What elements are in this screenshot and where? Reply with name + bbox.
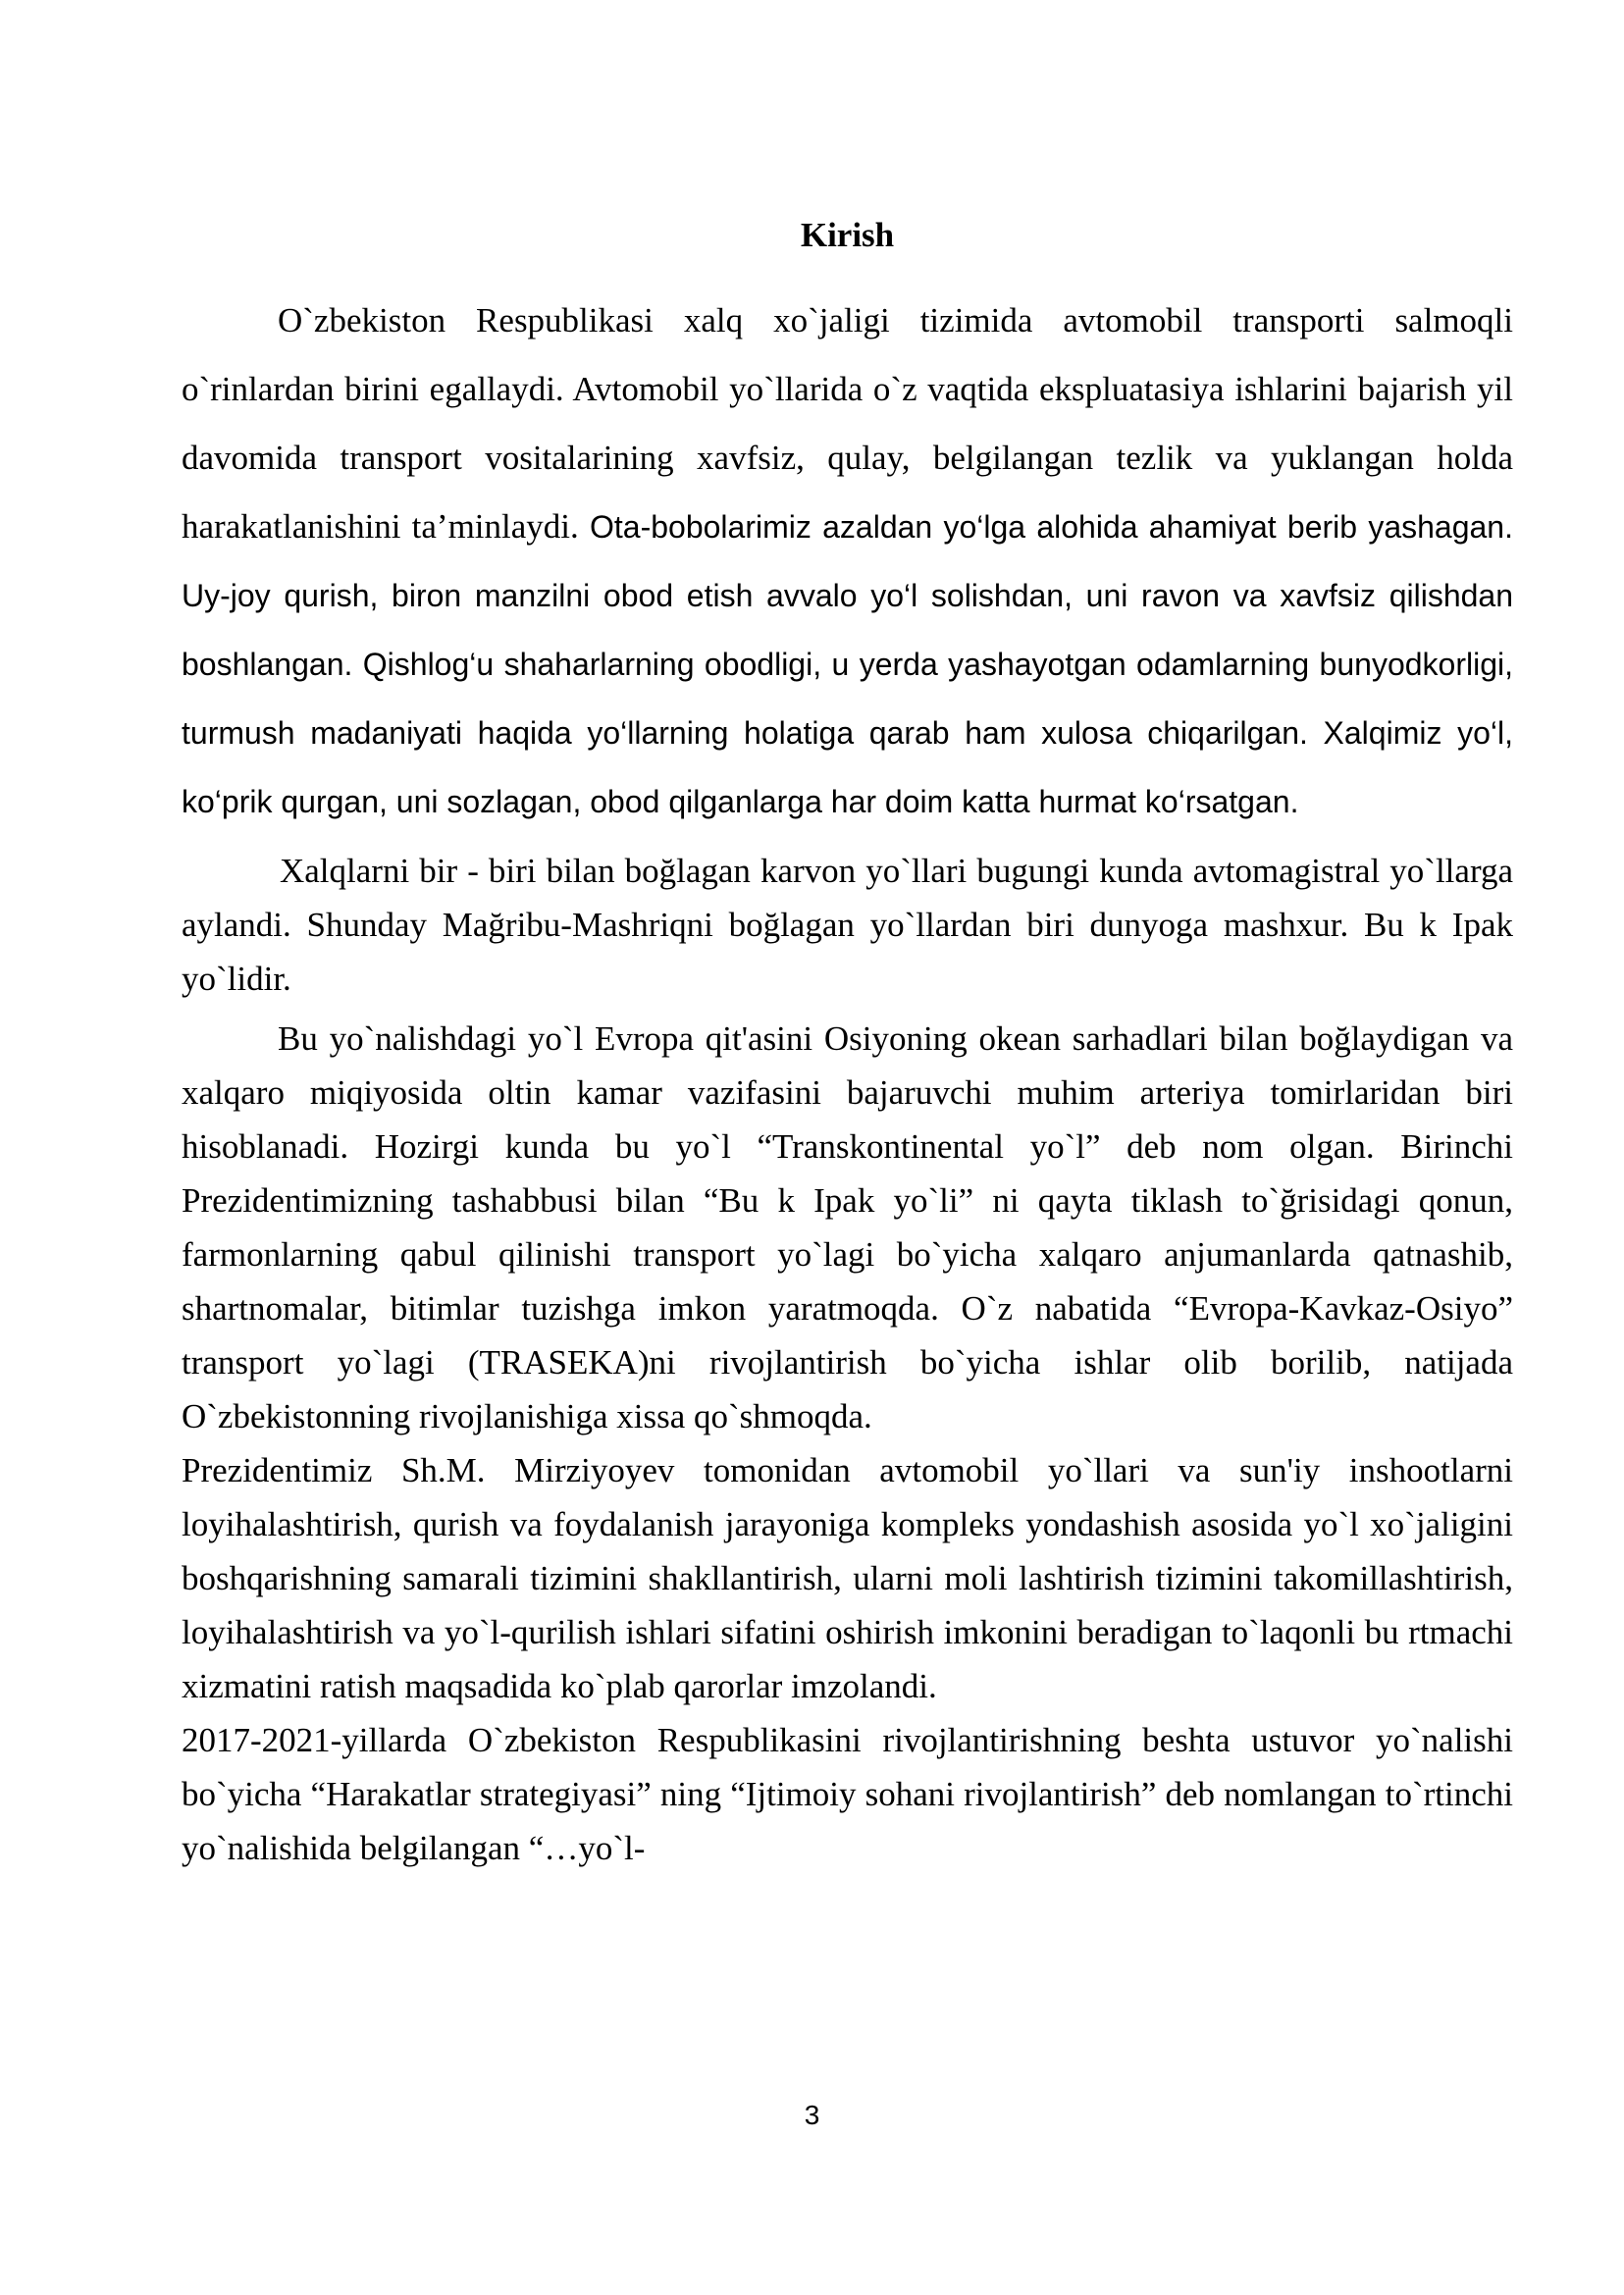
paragraph-intro [182, 287, 1513, 836]
paragraph-intro-serif-part: O`zbekiston Respublikasi xalq xo`jaligi tizimida avtomobil transporti salmoqli o`rinlardan birini egallaydi. Avtomobil yo`llarida o`z vaqtida ekspluatasiya ishlarini bajarish yil davomida transport vositalarining xavfsiz, qulay, belgilangan tezlik va yuklangan holda harakatlanishini ta’minlaydi. [182, 301, 1513, 546]
document-body [182, 208, 1513, 1875]
paragraph-strategy: 2017-2021-yillarda O`zbekiston Respublikasini rivojlantirishning beshta ustuvor yo`nalishi bo`yicha “Harakatlar strategiyasi” ning “Ijtimoiy sohani rivojlantirish” deb nomlangan to`rtinchi yo`nalishida belgilangan “…yo`l- [182, 1721, 1513, 1867]
paragraph-president: Prezidentimiz Sh.M. Mirziyoyev tomonidan avtomobil yo`llari va sun'iy inshootlarni loyihalashtirish, qurish va foydalanish jarayoniga kompleks yondashish asosida yo`l xo`jaligini boshqarishning samarali tizimini shakllantirish, ularni moli lashtirish tizimini takomillashtirish, loyihalashtirish va yo`l-qurilish ishlari sifatini oshirish imkonini beradigan to`laqonli bu rtmachi xizmatini ratish maqsadida ko`plab qarorlar imzolandi. [182, 1451, 1513, 1705]
page-number: 3 [804, 2100, 820, 2130]
paragraph-intro-sans-part: Ota-bobolarimiz azaldan yo‘lga alohida ahamiyat berib yashagan. Uy-joy qurish, biron manzilni obod etish avvalo yo‘l solishdan, uni ravon va xavfsiz qilishdan boshlangan. Qishlog‘u shaharlarning obodligi, u yerda yashayotgan odamlarning bunyodkorligi, turmush madaniyati haqida yo‘llarning holatiga qarab ham xulosa chiqarilgan. Xalqimiz yo‘l, ko‘prik qurgan, uni sozlagan, obod qilganlarga har doim katta hurmat ko‘rsatgan. [182, 509, 1513, 819]
section-title: Kirish [800, 216, 895, 254]
paragraph-silk-road: Xalqlarni bir - biri bilan boğlagan karvon yo`llari bugungi kunda avtomagistral yo`llarga aylandi. Shunday Mağribu-Mashriqni boğlagan yo`llardan biri dunyoga mashxur. Bu k Ipak yo`lidir. [182, 852, 1513, 998]
paragraph-transcontinental: Bu yo`nalishdagi yo`l Evropa qit'asini Osiyoning okean sarhadlari bilan boğlaydigan va xalqaro miqiyosida oltin kamar vazifasini bajaruvchi muhim arteriya tomirlaridan biri hisoblanadi. Hozirgi kunda bu yo`l “Transkontinental yo`l” deb nom olgan. Birinchi Prezidentimizning tashabbusi bilan “Bu k Ipak yo`li” ni qayta tiklash to`ğrisidagi qonun, farmonlarning qabul qilinishi transport yo`lagi bo`yicha xalqaro anjumanlarda qatnashib, shartnomalar, bitimlar tuzishga imkon yaratmoqda. O`z nabatida “Evropa-Kavkaz-Osiyo” transport yo`lagi (TRASEKA)ni rivojlantirish bo`yicha ishlar olib borilib, natijada O`zbekistonning rivojlanishiga xissa qo`shmoqda. [182, 1019, 1513, 1435]
